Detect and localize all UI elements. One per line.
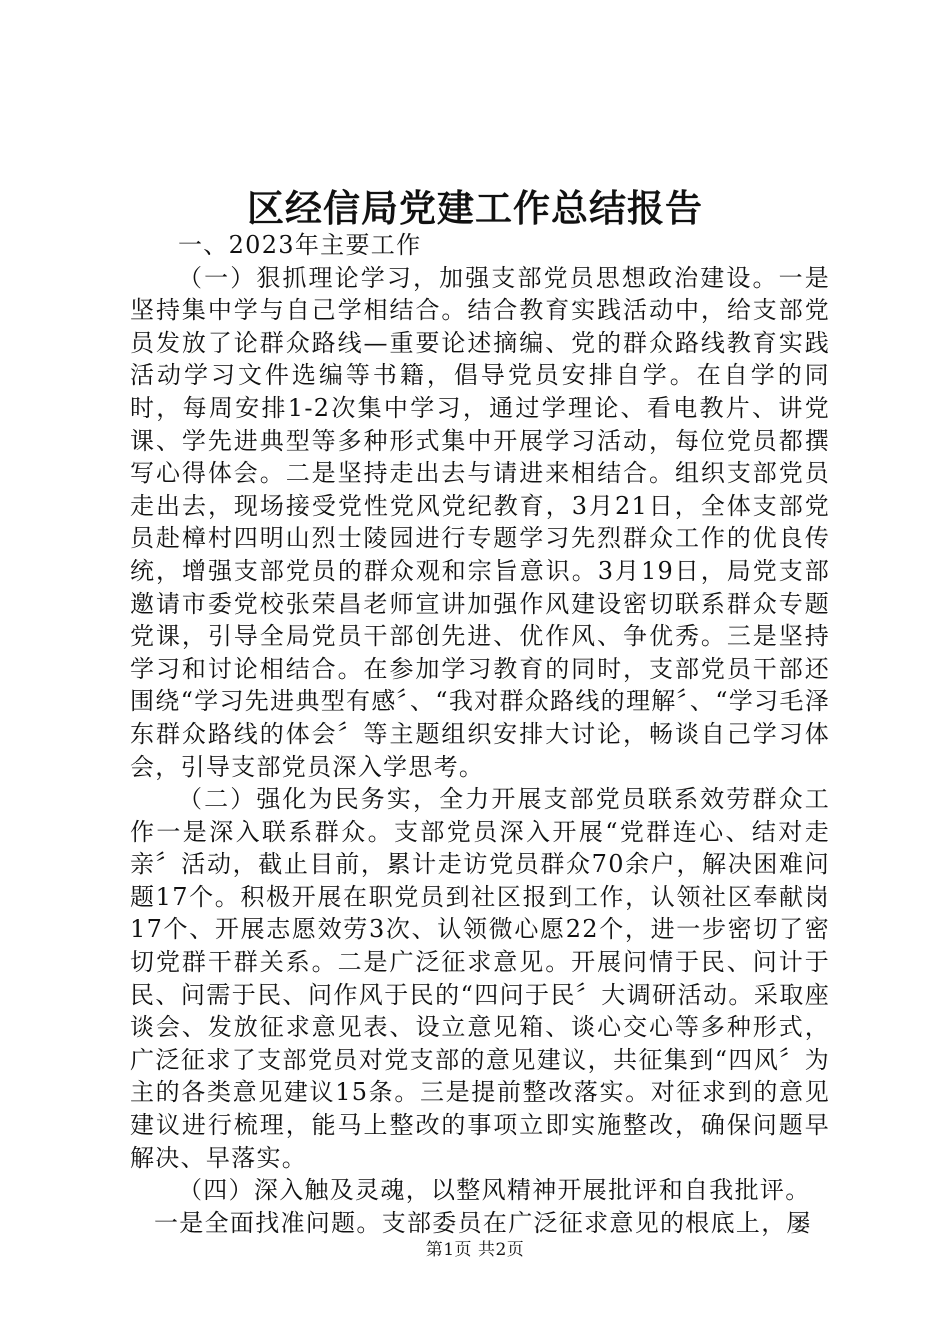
document-title: 区经信局党建工作总结报告 xyxy=(247,186,703,230)
document-body xyxy=(130,229,830,1239)
section-heading: 一、2023年主要工作 xyxy=(178,231,422,259)
page-number-footer: 第1页 共2页 xyxy=(425,1240,525,1260)
paragraph-find-problems: 一是全面找准问题。支部委员在广泛征求意见的根底上，屡 xyxy=(154,1208,812,1237)
paragraph-serve-masses: （二）强化为民务实，全力开展支部党员联系效劳群众工作一是深入联系群众。支部党员深入开展“党群连心、结对走亲〞活动，截止目前，累计走访党员群众70余户，解决困难问题17个。积极开展在职党员到社区报到工作，认领社区奉献岗17个、开展志愿效劳3次、认领微心愿22个，进一步密切了密切党群干群关系。二是广泛征求意见。开展问情于民、问计于民、问需于民、问作风于民的“四问于民〞大调研活动。采取座谈会、发放征求意见表、设立意见箱、谈心交心等多种形式，广泛征求了支部党员对党支部的意见建议，共征集到“四风〞为主的各类意见建议15条。三是提前整改落实。对征求到的意见建议进行梳理，能马上整改的事项立即实施整改，确保问题早解决、早落实。 xyxy=(130,785,830,1172)
paragraph-criticism-heading: （四）深入触及灵魂，以整风精神开展批评和自我批评。 xyxy=(178,1176,811,1205)
paragraph-theory-study: （一）狠抓理论学习，加强支部党员思想政治建设。一是坚持集中学与自己学相结合。结合教育实践活动中，给支部党员发放了论群众路线—重要论述摘编、党的群众路线教育实践活动学习文件选编等书籍，倡导党员安排自学。在自学的同时，每周安排1-2次集中学习，通过学理论、看电教片、讲党课、学先进典型等多种形式集中开展学习活动，每位党员都撰写心得体会。二是坚持走出去与请进来相结合。组织支部党员走出去，现场接受党性党风党纪教育，3月21日，全体支部党员赴樟村四明山烈士陵园进行专题学习先烈群众工作的优良传统，增强支部党员的群众观和宗旨意识。3月19日，局党支部邀请市委党校张荣昌老师宣讲加强作风建设密切联系群众专题党课，引导全局党员干部创先进、优作风、争优秀。三是坚持学习和讨论相结合。在参加学习教育的同时，支部党员干部还围绕“学习先进典型有感〞、“我对群众路线的理解〞、“学习毛泽东群众路线的体会〞等主题组织安排大讨论，畅谈自己学习体会，引导支部党员深入学思考。 xyxy=(130,263,830,781)
